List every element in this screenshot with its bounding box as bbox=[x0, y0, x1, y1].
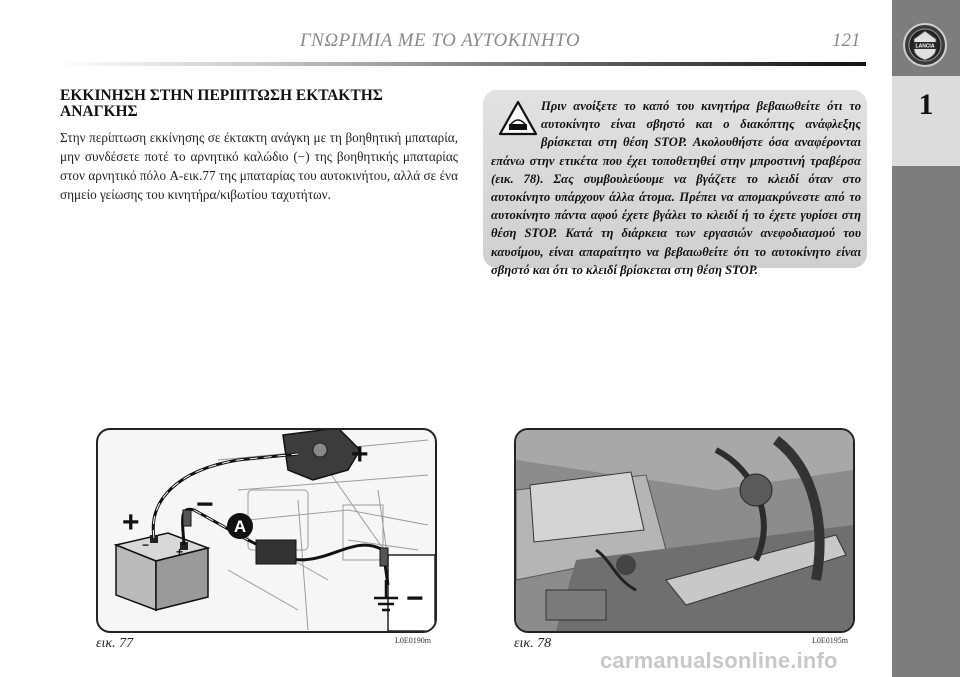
battery-plus-mark: + bbox=[176, 545, 184, 559]
chapter-highlight bbox=[892, 76, 960, 166]
figure-78 bbox=[514, 428, 855, 633]
lancia-logo-icon bbox=[902, 22, 948, 68]
warning-text: Πριν ανοίξετε το καπό του κινητήρα βεβαιωθείτε ότι το αυτοκίνητο είναι σβηστό και ο διακόπτης ανάφλεξης βρίσκεται στη θέση STOP. Ακολουθήστε όσα αναφέρονται επάνω στην ετικέτα που έχει τοποθετηθεί στην μπροστινή τραβέρσα (εικ. 78). Σας συμβουλεύουμε να βγάζετε το κλειδί όταν στο αυτοκίνητο υπάρχουν άλλα άτομα. Πρέπει να απομακρύνεστε από το αυτοκίνητο πάντα αφού έχετε βγάλει το κλειδί ή το έχετε γυρίσει στη θέση STOP. Κατά τη διάρκεια των εργασιών ανεφοδιασμού του καυσίμου, είναι απαραίτητο να βεβαιωθείτε ότι το αυτοκίνητο είναι σβηστό και ότι το κλειδί βρίσκεται στη θέση STOP. bbox=[491, 99, 861, 277]
battery-minus-mark: − bbox=[142, 538, 150, 552]
marker-a-label: A bbox=[233, 517, 247, 536]
figure-78-caption: εικ. 78 bbox=[514, 636, 552, 651]
figure-77-code: L0E0190m bbox=[395, 636, 431, 645]
figure-77-caption: εικ. 77 bbox=[96, 636, 134, 651]
auxiliary-battery-icon bbox=[116, 533, 208, 610]
chapter-side-tab bbox=[892, 0, 960, 677]
page-number: 121 bbox=[832, 30, 861, 51]
figure-77 bbox=[96, 428, 437, 633]
page-header-title: ΓΝΩΡΙΜΙΑ ΜΕ ΤΟ ΑΥΤΟΚΙΝΗΤΟ bbox=[299, 30, 581, 51]
battery-jump-diagram bbox=[98, 430, 435, 631]
logo-text: LANCIA bbox=[915, 43, 935, 50]
header-rule bbox=[60, 62, 866, 66]
minus-sign-bottom: − bbox=[406, 582, 424, 615]
watermark: carmanualsonline.info bbox=[600, 648, 838, 673]
chapter-number: 1 bbox=[918, 88, 934, 121]
section-title: ΕΚΚΙΝΗΣΗ ΣΤΗΝ ΠΕΡΙΠΤΩΣΗ ΕΚΤΑΚΤΗΣ ΑΝΑΓΚΗΣ bbox=[60, 87, 383, 120]
warning-text-container bbox=[491, 97, 861, 279]
engine-bay-photo bbox=[516, 430, 853, 631]
plus-sign-top: + bbox=[351, 438, 369, 471]
section-body: Στην περίπτωση εκκίνησης σε έκτακτη ανάγκη με τη βοηθητική μπαταρία, μην συνδέσετε ποτέ το αρνητικό καλώδιο (−) της βοηθητικής μπαταρίας στον αρνητικό πόλο A-εικ.77 της μπαταρίας του αυτοκινήτου, αλλά σε ένα σημείο γείωσης του κινητήρα/κιβωτίου ταχυτήτων. bbox=[60, 130, 458, 202]
minus-sign-top: − bbox=[196, 488, 214, 521]
plus-sign-left: + bbox=[122, 506, 140, 539]
figure-78-code: L0E0195m bbox=[812, 636, 848, 645]
